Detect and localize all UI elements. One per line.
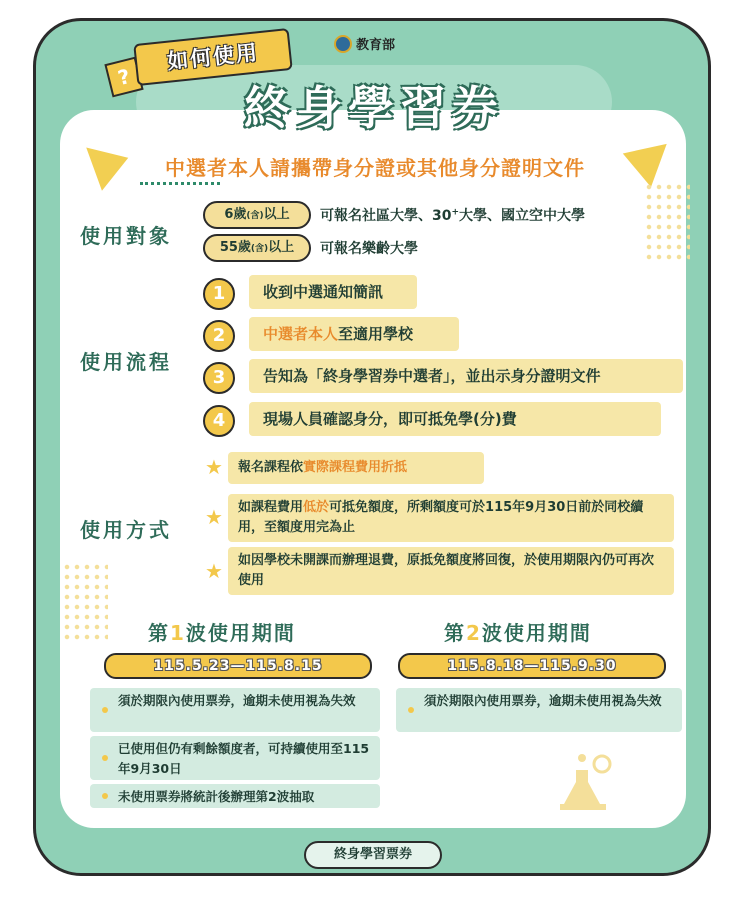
- target-desc-text: 大學、國立空中大學: [459, 208, 586, 224]
- note-text: 須於期限內使用票券，逾期未使用視為失效: [118, 693, 356, 708]
- usage-item: [228, 494, 674, 542]
- how-to-use-badge: 如何使用: [133, 28, 293, 86]
- target-desc-text: 可報名社區大學、30: [320, 208, 452, 224]
- usage-text: 可抵免額度，所剩額度可於115年9月30日前於同校續用，至額度用完為止: [238, 500, 644, 535]
- flask-icon: [558, 752, 616, 814]
- step-number: 1: [203, 278, 235, 310]
- step-text: 至適用學校: [338, 325, 414, 343]
- note-text: 須於期限內使用票券，逾期未使用視為失效: [424, 693, 662, 708]
- usage-text: 報名課程依: [238, 460, 304, 475]
- age-note: (含): [250, 244, 269, 254]
- usage-item: [228, 452, 484, 484]
- target-desc-sup: +: [451, 207, 460, 218]
- ministry-logo: [334, 34, 395, 53]
- age-suffix: 以上: [263, 207, 290, 222]
- ministry-name: 教育部: [356, 38, 396, 53]
- age-value: 55歲: [219, 240, 251, 255]
- star-icon: ★: [205, 559, 223, 583]
- bullet-icon: [408, 707, 414, 713]
- step-box: 收到中選通知簡訊: [249, 275, 417, 309]
- usage-highlight: 實際課程費用折抵: [303, 460, 408, 475]
- wave-prefix: 第: [444, 621, 466, 645]
- decor-dots-left: [62, 562, 108, 642]
- subtitle-underline: [140, 176, 220, 185]
- step-number: 2: [203, 320, 235, 352]
- wave1-dates: 115.5.23—115.8.15: [104, 653, 372, 679]
- subtitle: 中選者本人請攜帶身分證或其他身分證明文件: [165, 156, 585, 180]
- age-note: (含): [246, 211, 264, 221]
- target-desc: 可報名樂齡大學: [320, 241, 418, 257]
- wave1-note: [90, 784, 380, 808]
- wave2-note: [396, 688, 682, 732]
- step-box: 現場人員確認身分，即可抵免學(分)費: [249, 402, 661, 436]
- note-text: 已使用但仍有剩餘額度者，可持續使用至115年9月30日: [118, 741, 370, 776]
- wave2-heading: [444, 617, 592, 646]
- wave1-note: [90, 688, 380, 732]
- wave1-note: [90, 736, 380, 780]
- bullet-icon: [102, 793, 108, 799]
- section-label-process: 使用流程: [80, 350, 172, 374]
- usage-text: 如課程費用: [238, 500, 304, 515]
- age-pill: [203, 201, 311, 229]
- section-label-targets: 使用對象: [80, 224, 172, 248]
- wave1-heading: [148, 617, 296, 646]
- bullet-icon: [102, 707, 108, 713]
- step-number: 3: [203, 362, 235, 394]
- wave-number: 2: [466, 621, 482, 645]
- question-mark-icon: ?: [104, 57, 143, 98]
- usage-item: 如因學校未開課而辦理退費，原抵免額度將回復，於使用期限內仍可再次使用: [228, 547, 674, 595]
- age-pill: [203, 234, 311, 262]
- star-icon: ★: [205, 455, 223, 479]
- wave-prefix: 第: [148, 621, 170, 645]
- wave-number: 1: [170, 621, 186, 645]
- target-desc: [320, 205, 585, 225]
- star-icon: ★: [205, 505, 223, 529]
- step-number: 4: [203, 405, 235, 437]
- page-title: 終身學習券: [244, 81, 504, 135]
- wave-suffix: 波使用期間: [185, 621, 296, 645]
- section-label-usage: 使用方式: [80, 518, 172, 542]
- step-box: [249, 317, 459, 351]
- age-suffix: 以上: [268, 240, 295, 255]
- step-box: 告知為「終身學習券中選者」，並出示身分證明文件: [249, 359, 683, 393]
- step-highlight: 中選者本人: [263, 325, 339, 343]
- wave2-dates: 115.8.18—115.9.30: [398, 653, 666, 679]
- note-text: 未使用票券將統計後辦理第2波抽取: [118, 789, 315, 804]
- ministry-emblem-icon: [334, 35, 352, 53]
- decor-dots-right: [644, 182, 690, 262]
- bullet-icon: [102, 755, 108, 761]
- wave-suffix: 波使用期間: [481, 621, 592, 645]
- footer-label: 終身學習票券: [304, 841, 442, 869]
- age-value: 6歲: [224, 207, 247, 222]
- usage-highlight: 低於: [303, 500, 330, 515]
